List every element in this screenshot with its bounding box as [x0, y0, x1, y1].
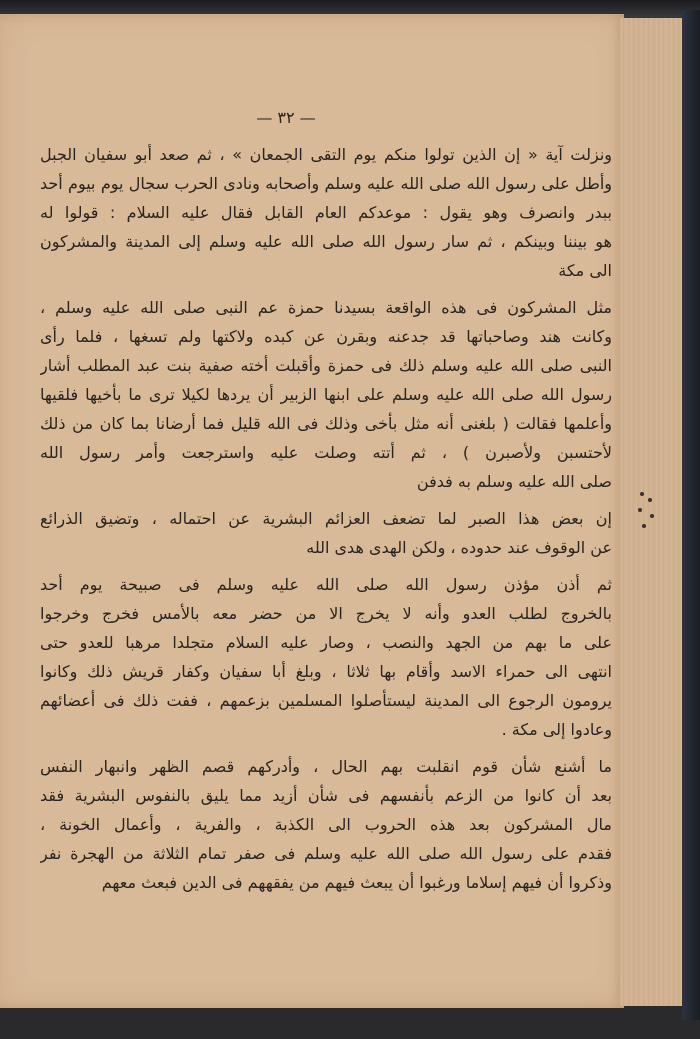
- paragraph: [40, 752, 612, 897]
- text-line: وذكروا أن فيهم إسلاما ورغبوا أن يبعث فيهم من يفقههم فى الدين فبعث معهم: [101, 873, 612, 892]
- text-line: مثل المشركون فى هذه الواقعة بسيدنا حمزة عم النبى صلى الله عليه وسلم ،: [40, 298, 612, 317]
- paragraph-gap: [40, 562, 612, 570]
- text-line: هو بيننا وبينكم ، ثم سار رسول الله صلى الله عليه وسلم إلى المدينة والمشركون: [40, 232, 612, 251]
- paragraph-gap: [40, 285, 612, 293]
- text-line: ونزلت آية « إن الذين تولوا منكم يوم التقى الجمعان » ، ثم صعد أبو سفيان الجبل: [40, 145, 612, 164]
- paragraph: [40, 293, 612, 496]
- text-line: إن بعض هذا الصبر لما تضعف العزائم البشرية عن احتماله ، وتضيق الذرائع: [40, 509, 612, 528]
- body-text: [40, 140, 612, 897]
- text-line: وأطل على رسول الله صلى الله عليه وسلم وأصحابه ونادى الحرب سجال يوم بيوم أحد: [40, 174, 612, 193]
- text-line: وكانت هند وصاحباتها قد جدعنه وبقرن عن كبده ولاكتها ولم تسغها ، فلما رأى: [40, 327, 612, 346]
- text-line: النبى صلى الله عليه وسلم ذلك فى حمزة وأقبلت أخته صفية بنت عبد المطلب أشار: [40, 356, 612, 375]
- page-stain-marks: [636, 490, 662, 540]
- paragraph: [40, 504, 612, 562]
- text-line: ثم أذن مؤذن رسول الله صلى الله عليه وسلم فى صبيحة يوم أحد: [40, 575, 612, 594]
- paragraph: [40, 140, 612, 285]
- text-line: الى مكة: [558, 261, 612, 280]
- text-line: مال المشركون بعد هذه الحروب الى الكذبة ، والفرية ، وأعمال الخونة ،: [40, 815, 612, 834]
- paragraph: [40, 570, 612, 744]
- text-line: فقدم على رسول الله صلى الله عليه وسلم فى صفر تمام الثلاثة من الهجرة نفر: [40, 844, 612, 863]
- text-line: لأحتسبن ولأصبرن ) ، ثم أتته وصلت عليه واسترجعت وأمر رسول الله: [40, 443, 612, 462]
- book-cover-edge: [682, 10, 700, 1020]
- text-line: وأعلمها فقالت ( بلغنى أنه مثل بأخى وذلك فى الله قليل فما أرضانا بما كان من ذلك: [40, 414, 612, 433]
- text-line: على ما بهم من الجهد والنصب ، وصار عليه السلام متجلدا مرهبا للعدو حتى: [40, 633, 612, 652]
- text-line: وعادوا إلى مكة .: [501, 720, 612, 739]
- text-line: انتهى الى حمراء الاسد وأقام بها ثلاثا ، وبلغ أبا سفيان وكفار قريش ذلك وكانوا: [40, 662, 612, 681]
- paragraph-gap: [40, 744, 612, 752]
- text-line: عن الوقوف عند حدوده ، ولكن الهدى هدى الله: [306, 538, 612, 557]
- text-line: رسول الله صلى الله عليه وسلم على ابنها الزبير أن يردها لكيلا ترى ما بأخيها فلقيها: [40, 385, 612, 404]
- text-line: بعد أن كانوا من الزعم بأنفسهم فى شأن أزيد مما يليق بالنفوس البشرية فقد: [40, 786, 612, 805]
- text-line: بالخروج لطلب العدو وأنه لا يخرج الا من حضر معه بالأمس فخرج وخرجوا: [40, 604, 612, 623]
- paragraph-gap: [40, 496, 612, 504]
- text-line: ببدر وانصرف وهو يقول : موعدكم العام القابل فقال عليه السلام : قولوا له: [40, 203, 612, 222]
- text-line: ما أشنع شأن قوم انقلبت بهم الحال ، وأدركهم قصم الظهر وانبهار النفس: [40, 757, 612, 776]
- page-number: — ٣٢ —: [256, 108, 316, 127]
- text-line: يرومون الرجوع الى المدينة ليستأصلوا المسلمين بزعمهم ، ففت ذلك فى أعضائهم: [40, 691, 612, 710]
- text-line: صلى الله عليه وسلم به فدفن: [416, 472, 612, 491]
